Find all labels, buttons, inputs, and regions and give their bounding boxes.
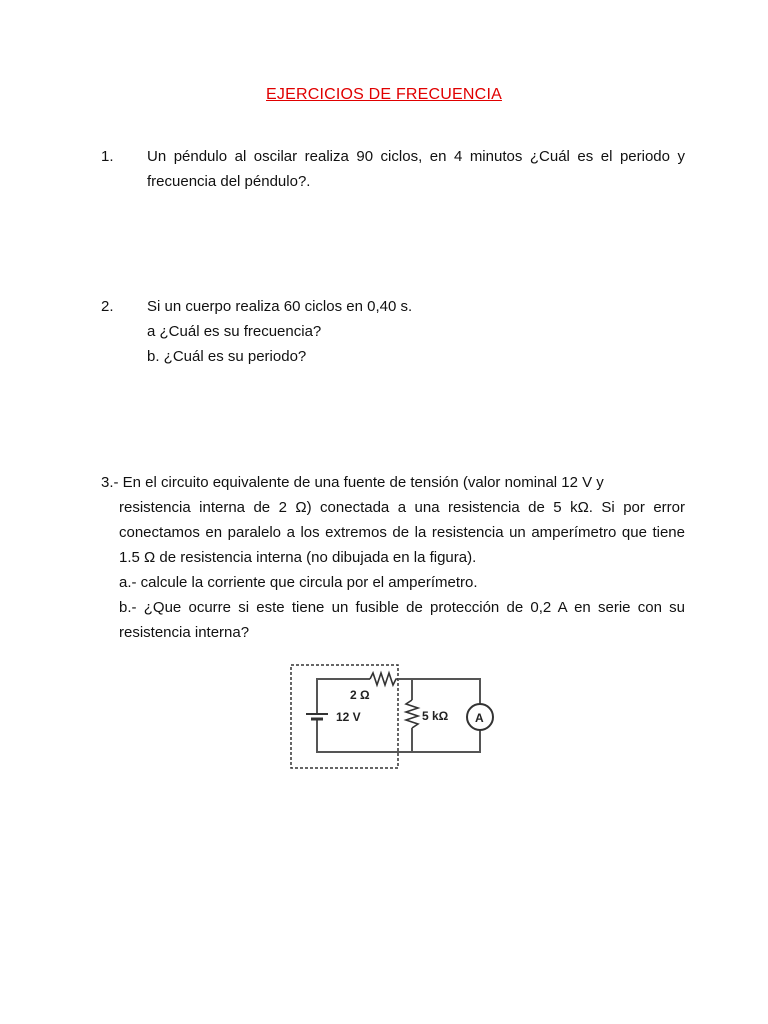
ammeter-label: A — [475, 711, 484, 725]
load-resistor — [406, 700, 418, 728]
question-2-statement: Si un cuerpo realiza 60 ciclos en 0,40 s. — [147, 298, 413, 315]
question-3-intro-rest: resistencia interna de 2 Ω) conectada a una resistencia de 5 kΩ. Si por error conectamos en paralelo a los extremos de la resistencia un amperímetro que tiene 1.5 Ω de resistencia interna (no dibujada en la figura). — [119, 499, 685, 566]
question-3-part-a: a.- calcule la corriente que circula por el amperímetro. — [119, 574, 478, 591]
question-2 — [101, 294, 685, 370]
load-resistor-label: 5 kΩ — [422, 709, 449, 723]
question-2-part-b: b. ¿Cuál es su periodo? — [147, 348, 307, 365]
question-2-number: 2. — [101, 298, 114, 315]
question-1-number: 1. — [101, 148, 114, 165]
question-3-part-b: b.- ¿Que ocurre si este tiene un fusible de protección de 0,2 A en serie con su resistencia interna? — [119, 599, 685, 641]
internal-resistor — [370, 673, 398, 685]
question-3-intro-first-line: 3.- En el circuito equivalente de una fuente de tensión (valor nominal 12 V y — [101, 474, 604, 491]
question-3 — [101, 470, 685, 645]
question-2-body — [147, 294, 685, 369]
circuit-svg — [288, 662, 498, 770]
battery-label: 12 V — [336, 710, 361, 724]
circuit-diagram — [288, 662, 498, 770]
internal-resistor-label: 2 Ω — [350, 688, 370, 702]
page-title: EJERCICIOS DE FRECUENCIA — [266, 86, 502, 103]
question-2-part-a: a ¿Cuál es su frecuencia? — [147, 323, 322, 340]
question-1 — [101, 144, 685, 194]
question-1-text: Un péndulo al oscilar realiza 90 ciclos, en 4 minutos ¿Cuál es el periodo y frecuencia del péndulo?. — [147, 148, 685, 190]
